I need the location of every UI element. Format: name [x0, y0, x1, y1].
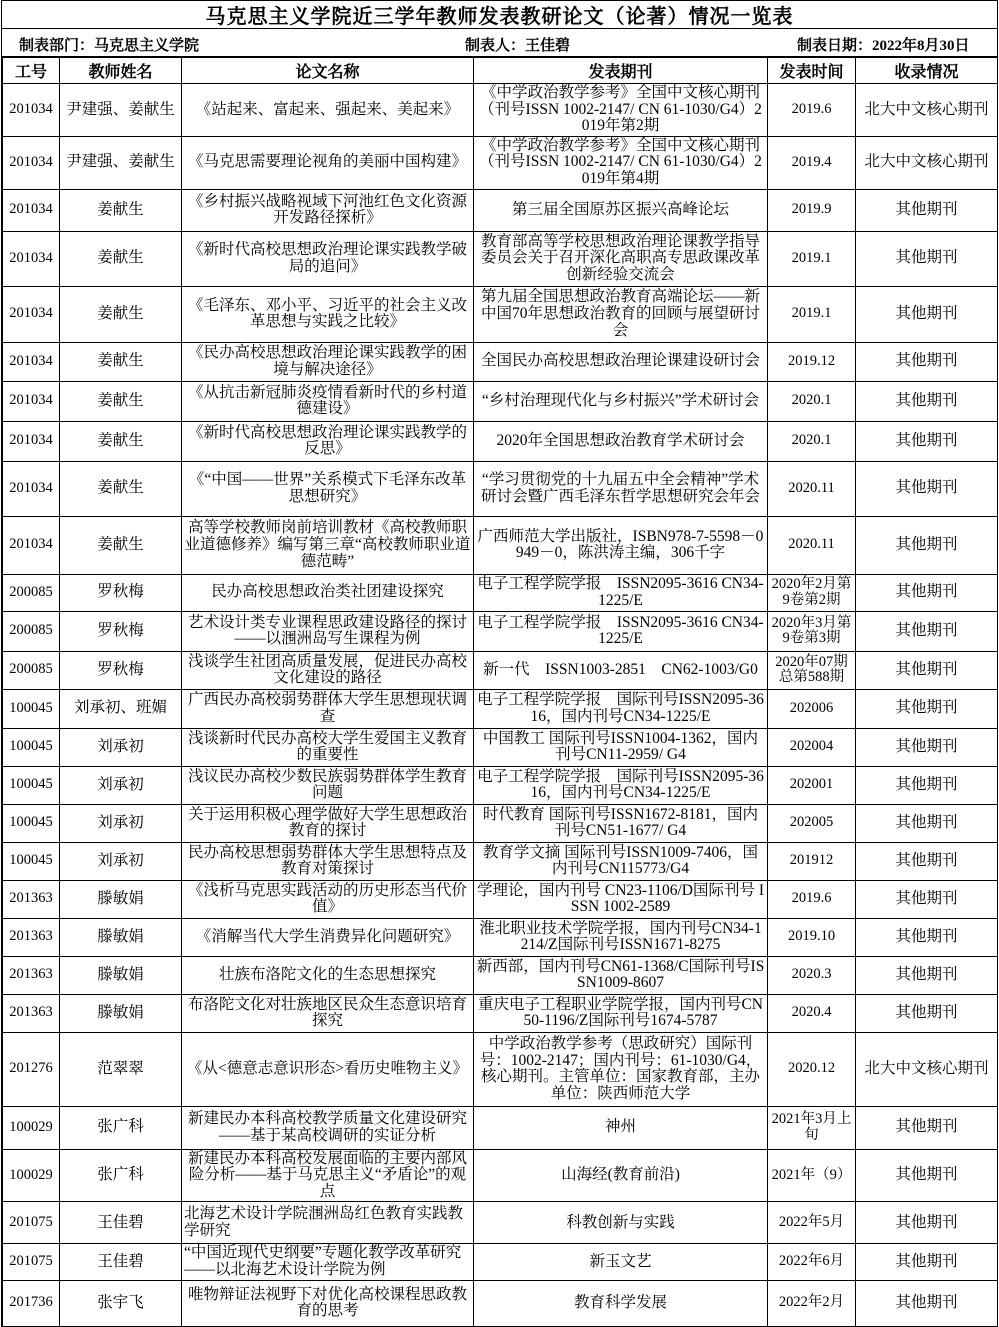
index-status-cell: 其他期刊 [856, 516, 998, 574]
paper-title-cell: 布洛陀文化对壮族地区民众生态意识培育探究 [182, 994, 474, 1032]
teacher-name-cell: 王佳碧 [60, 1244, 182, 1280]
page-title: 马克思主义学院近三学年教师发表教研论文（论著）情况一览表 [2, 1, 997, 29]
publish-date-cell: 2020年2月第9卷第2期 [768, 574, 856, 611]
index-status-cell: 其他期刊 [856, 231, 998, 286]
table-row [3, 1149, 998, 1202]
journal-cell: “乡村治理现代化与乡村振兴”学术研讨会 [474, 381, 768, 421]
employee-id-cell: 201034 [3, 286, 60, 342]
teacher-name-cell: 姜献生 [60, 516, 182, 574]
employee-id-cell: 201034 [3, 189, 60, 231]
journal-cell: 学理论，国内刊号 CN23-1106/D国际刊号 ISSN 1002-2589 [474, 880, 768, 918]
employee-id-cell: 201363 [3, 956, 60, 994]
index-status-cell: 其他期刊 [856, 461, 998, 516]
paper-title-cell: 《新时代高校思想政治理论课实践教学破局的追问》 [182, 231, 474, 286]
teacher-name-cell: 姜献生 [60, 461, 182, 516]
index-status-cell: 其他期刊 [856, 994, 998, 1032]
paper-title-cell: 《民办高校思想政治理论课实践教学的困境与解决途径》 [182, 342, 474, 381]
publish-date-cell: 2021年（9） [768, 1149, 856, 1202]
teacher-name-cell: 姜献生 [60, 189, 182, 231]
table-row [3, 842, 998, 880]
table-header-row [3, 58, 998, 84]
employee-id-cell: 201075 [3, 1244, 60, 1280]
teacher-name-cell: 刘承初、班媚 [60, 689, 182, 728]
journal-cell: “学习贯彻党的十九届五中全会精神”学术研讨会暨广西毛泽东哲学思想研究会年会 [474, 461, 768, 516]
teacher-name-cell: 刘承初 [60, 842, 182, 880]
publish-date-cell: 2019.6 [768, 880, 856, 918]
publish-date-cell: 2022年6月 [768, 1244, 856, 1280]
journal-cell: 中学政治教学参考（思政研究）国际刊号：1002-2147；国内刊号：61-1030/G4，核心期刊。主管单位：国家教育部，主办单位：陕西师范大学 [474, 1032, 768, 1106]
table-row [3, 461, 998, 516]
paper-title-cell: 《消解当代大学生消费异化问题研究》 [182, 918, 474, 956]
employee-id-cell: 201034 [3, 342, 60, 381]
employee-id-cell: 201034 [3, 136, 60, 189]
journal-cell: 新西部，国内刊号CN61-1368/C国际刊号ISSN1009-8607 [474, 956, 768, 994]
table-row [3, 956, 998, 994]
paper-title-cell: 壮族布洛陀文化的生态思想探究 [182, 956, 474, 994]
index-status-cell: 其他期刊 [856, 574, 998, 611]
employee-id-cell: 100045 [3, 728, 60, 766]
index-status-cell: 北大中文核心期刊 [856, 84, 998, 137]
index-status-cell: 其他期刊 [856, 766, 998, 804]
index-status-cell: 北大中文核心期刊 [856, 136, 998, 189]
employee-id-cell: 100045 [3, 689, 60, 728]
employee-id-cell: 201363 [3, 994, 60, 1032]
paper-title-cell: 民办高校思想政治类社团建设探究 [182, 574, 474, 611]
publish-date-cell: 2019.4 [768, 136, 856, 189]
index-status-cell: 其他期刊 [856, 1149, 998, 1202]
table-row [3, 84, 998, 137]
journal-cell: 教育学文摘 国际刊号ISSN1009-7406，国内刊号CN115773/G4 [474, 842, 768, 880]
table-row [3, 1106, 998, 1149]
table-row [3, 611, 998, 651]
journal-cell: 第九届全国思想政治教育高端论坛——新中国70年思想政治教育的回顾与展望研讨会 [474, 286, 768, 342]
journal-cell: 山海经(教育前沿) [474, 1149, 768, 1202]
table-row [3, 231, 998, 286]
paper-title-cell: 《毛泽东、邓小平、习近平的社会主义改革思想与实践之比较》 [182, 286, 474, 342]
employee-id-cell: 100045 [3, 842, 60, 880]
paper-title-cell: 浅谈学生社团高质量发展，促进民办高校文化建设的路径 [182, 651, 474, 689]
paper-title-cell: 《马克思需要理论视角的美丽中国构建》 [182, 136, 474, 189]
index-status-cell: 其他期刊 [856, 728, 998, 766]
meta-author: 制表人：王佳碧 [465, 38, 571, 54]
column-header-index-status: 收录情况 [856, 58, 998, 84]
index-status-cell: 其他期刊 [856, 342, 998, 381]
employee-id-cell: 201736 [3, 1280, 60, 1326]
table-row [3, 689, 998, 728]
employee-id-cell: 200085 [3, 611, 60, 651]
journal-cell: 《中学政治教学参考》全国中文核心期刊（刊号ISSN 1002-2147/ CN 61-1030/G4）2019年第2期 [474, 84, 768, 137]
employee-id-cell: 201276 [3, 1032, 60, 1106]
employee-id-cell: 201034 [3, 381, 60, 421]
journal-cell: 重庆电子工程职业学院学报，国内刊号CN50-1196/Z国际刊号1674-5787 [474, 994, 768, 1032]
publish-date-cell: 2019.1 [768, 231, 856, 286]
table-row [3, 381, 998, 421]
index-status-cell: 其他期刊 [856, 918, 998, 956]
journal-cell: 神州 [474, 1106, 768, 1149]
table-row [3, 994, 998, 1032]
table-row [3, 574, 998, 611]
meta-department: 制表部门：马克思主义学院 [19, 38, 200, 54]
teacher-name-cell: 滕敏娟 [60, 880, 182, 918]
teacher-name-cell: 罗秋梅 [60, 651, 182, 689]
index-status-cell: 其他期刊 [856, 1202, 998, 1244]
index-status-cell: 北大中文核心期刊 [856, 1032, 998, 1106]
employee-id-cell: 200085 [3, 651, 60, 689]
employee-id-cell: 100029 [3, 1149, 60, 1202]
table-row [3, 189, 998, 231]
index-status-cell: 其他期刊 [856, 651, 998, 689]
teacher-name-cell: 刘承初 [60, 766, 182, 804]
teacher-name-cell: 王佳碧 [60, 1202, 182, 1244]
publish-date-cell: 2020.4 [768, 994, 856, 1032]
paper-title-cell: 广西民办高校弱势群体大学生思想现状调查 [182, 689, 474, 728]
paper-title-cell: 《从<德意志意识形态>看历史唯物主义》 [182, 1032, 474, 1106]
journal-cell: 电子工程学院学报 国际刊号ISSN2095-3616，国内刊号CN34-1225/E [474, 689, 768, 728]
publish-date-cell: 2020.12 [768, 1032, 856, 1106]
index-status-cell: 其他期刊 [856, 421, 998, 461]
column-header-paper-title: 论文名称 [182, 58, 474, 84]
index-status-cell: 其他期刊 [856, 381, 998, 421]
publish-date-cell: 2019.6 [768, 84, 856, 137]
publish-date-cell: 2021年3月上旬 [768, 1106, 856, 1149]
paper-title-cell: “中国近现代史纲要”专题化教学改革研究——以北海艺术设计学院为例 [182, 1244, 474, 1280]
teacher-name-cell: 滕敏娟 [60, 918, 182, 956]
index-status-cell: 其他期刊 [856, 286, 998, 342]
teacher-name-cell: 罗秋梅 [60, 611, 182, 651]
employee-id-cell: 201034 [3, 84, 60, 137]
publish-date-cell: 2019.12 [768, 342, 856, 381]
table-row [3, 1032, 998, 1106]
employee-id-cell: 200085 [3, 574, 60, 611]
meta-row [2, 29, 997, 57]
table-row [3, 918, 998, 956]
publish-date-cell: 2020.11 [768, 461, 856, 516]
paper-title-cell: 民办高校思想弱势群体大学生思想特点及教育对策探讨 [182, 842, 474, 880]
teacher-name-cell: 罗秋梅 [60, 574, 182, 611]
index-status-cell: 其他期刊 [856, 956, 998, 994]
journal-cell: 全国民办高校思想政治理论课建设研讨会 [474, 342, 768, 381]
publish-date-cell: 202005 [768, 804, 856, 842]
table-row [3, 651, 998, 689]
papers-table [2, 57, 998, 1327]
teacher-name-cell: 姜献生 [60, 381, 182, 421]
teacher-name-cell: 尹建强、姜献生 [60, 136, 182, 189]
employee-id-cell: 201075 [3, 1202, 60, 1244]
teacher-name-cell: 姜献生 [60, 342, 182, 381]
table-row [3, 286, 998, 342]
publish-date-cell: 2020年3月第9卷第3期 [768, 611, 856, 651]
index-status-cell: 其他期刊 [856, 1106, 998, 1149]
table-row [3, 766, 998, 804]
publish-date-cell: 2019.10 [768, 918, 856, 956]
employee-id-cell: 100045 [3, 804, 60, 842]
employee-id-cell: 201034 [3, 421, 60, 461]
teacher-name-cell: 姜献生 [60, 286, 182, 342]
teacher-name-cell: 滕敏娟 [60, 956, 182, 994]
teacher-name-cell: 尹建强、姜献生 [60, 84, 182, 137]
table-row [3, 136, 998, 189]
table-row [3, 1244, 998, 1280]
table-row [3, 516, 998, 574]
teacher-name-cell: 姜献生 [60, 421, 182, 461]
publish-date-cell: 2020.1 [768, 421, 856, 461]
journal-cell: 电子工程学院学报 国际刊号ISSN2095-3616，国内刊号CN34-1225/E [474, 766, 768, 804]
paper-title-cell: 《浅析马克思实践活动的历史形态当代价值》 [182, 880, 474, 918]
index-status-cell: 其他期刊 [856, 689, 998, 728]
paper-title-cell: 高等学校教师岗前培训教材《高校教师职业道德修养》编写第三章“高校教师职业道德范畴” [182, 516, 474, 574]
journal-cell: 教育部高等学校思想政治理论课教学指导委员会关于召开深化高职高专思政课改革创新经验交流会 [474, 231, 768, 286]
publish-date-cell: 2022年2月 [768, 1280, 856, 1326]
journal-cell: 第三届全国原苏区振兴高峰论坛 [474, 189, 768, 231]
column-header-journal: 发表期刊 [474, 58, 768, 84]
index-status-cell: 其他期刊 [856, 189, 998, 231]
paper-title-cell: 关于运用积极心理学做好大学生思想政治教育的探讨 [182, 804, 474, 842]
table-row [3, 728, 998, 766]
column-header-employee-id: 工号 [3, 58, 60, 84]
publish-date-cell: 2020.1 [768, 381, 856, 421]
journal-cell: 时代教育 国际刊号ISSN1672-8181，国内刊号CN51-1677/ G4 [474, 804, 768, 842]
table-body [3, 84, 998, 1327]
paper-title-cell: 浅谈新时代民办高校大学生爱国主义教育的重要性 [182, 728, 474, 766]
publish-date-cell: 2020年07期总第588期 [768, 651, 856, 689]
teacher-name-cell: 姜献生 [60, 231, 182, 286]
publish-date-cell: 2019.9 [768, 189, 856, 231]
journal-cell: 科教创新与实践 [474, 1202, 768, 1244]
journal-cell: 新一代 ISSN1003-2851 CN62-1003/G0 [474, 651, 768, 689]
employee-id-cell: 201363 [3, 880, 60, 918]
publish-date-cell: 2022年5月 [768, 1202, 856, 1244]
publish-date-cell: 2019.1 [768, 286, 856, 342]
publish-date-cell: 201912 [768, 842, 856, 880]
journal-cell: 电子工程学院学报 ISSN2095-3616 CN34-1225/E [474, 611, 768, 651]
paper-title-cell: 浅议民办高校少数民族弱势群体学生教育问题 [182, 766, 474, 804]
publish-date-cell: 202006 [768, 689, 856, 728]
paper-title-cell: 《乡村振兴战略视域下河池红色文化资源开发路径探析》 [182, 189, 474, 231]
journal-cell: 教育科学发展 [474, 1280, 768, 1326]
index-status-cell: 其他期刊 [856, 611, 998, 651]
publish-date-cell: 202001 [768, 766, 856, 804]
teacher-name-cell: 刘承初 [60, 728, 182, 766]
meta-date: 制表日期：2022年8月30日 [797, 38, 970, 54]
index-status-cell: 其他期刊 [856, 842, 998, 880]
employee-id-cell: 201034 [3, 231, 60, 286]
paper-title-cell: 《“中国——世界”关系模式下毛泽东改革思想研究》 [182, 461, 474, 516]
index-status-cell: 其他期刊 [856, 804, 998, 842]
journal-cell: 淮北职业技术学院学报，国内刊号CN34-1214/Z国际刊号ISSN1671-8275 [474, 918, 768, 956]
paper-title-cell: 《从抗击新冠肺炎疫情看新时代的乡村道德建设》 [182, 381, 474, 421]
paper-title-cell: 新建民办本科高校教学质量文化建设研究——基于某高校调研的实证分析 [182, 1106, 474, 1149]
paper-title-cell: 新建民办本科高校发展面临的主要内部风险分析——基于马克思主义“矛盾论”的观点 [182, 1149, 474, 1202]
index-status-cell: 其他期刊 [856, 1244, 998, 1280]
table-row [3, 421, 998, 461]
teacher-name-cell: 刘承初 [60, 804, 182, 842]
table-row [3, 1280, 998, 1326]
publish-date-cell: 2020.11 [768, 516, 856, 574]
journal-cell: 电子工程学院学报 ISSN2095-3616 CN34-1225/E [474, 574, 768, 611]
teacher-name-cell: 张广科 [60, 1149, 182, 1202]
publish-date-cell: 202004 [768, 728, 856, 766]
employee-id-cell: 201034 [3, 516, 60, 574]
paper-title-cell: 北海艺术设计学院涠洲岛红色教育实践教学研究 [182, 1202, 474, 1244]
index-status-cell: 其他期刊 [856, 1280, 998, 1326]
index-status-cell: 其他期刊 [856, 880, 998, 918]
paper-title-cell: 艺术设计类专业课程思政建设路径的探讨——以涠洲岛写生课程为例 [182, 611, 474, 651]
teacher-name-cell: 滕敏娟 [60, 994, 182, 1032]
column-header-publish-date: 发表时间 [768, 58, 856, 84]
paper-title-cell: 《新时代高校思想政治理论课实践教学的反思》 [182, 421, 474, 461]
journal-cell: 中国教工 国际刊号ISSN1004-1362，国内刊号CN11-2959/ G4 [474, 728, 768, 766]
journal-cell: 《中学政治教学参考》全国中文核心期刊（刊号ISSN 1002-2147/ CN 61-1030/G4）2019年第4期 [474, 136, 768, 189]
employee-id-cell: 100045 [3, 766, 60, 804]
table-row [3, 342, 998, 381]
column-header-teacher-name: 教师姓名 [60, 58, 182, 84]
teacher-name-cell: 张宇飞 [60, 1280, 182, 1326]
table-row [3, 1202, 998, 1244]
journal-cell: 新玉文艺 [474, 1244, 768, 1280]
paper-title-cell: 唯物辩证法视野下对优化高校课程思政教育的思考 [182, 1280, 474, 1326]
journal-cell: 广西师范大学出版社，ISBN978-7-5598－0949－0，陈洪涛主编，306千字 [474, 516, 768, 574]
table-row [3, 880, 998, 918]
employee-id-cell: 201034 [3, 461, 60, 516]
teacher-name-cell: 张广科 [60, 1106, 182, 1149]
publish-date-cell: 2020.3 [768, 956, 856, 994]
employee-id-cell: 100029 [3, 1106, 60, 1149]
spreadsheet [1, 0, 998, 1327]
employee-id-cell: 201363 [3, 918, 60, 956]
teacher-name-cell: 范翠翠 [60, 1032, 182, 1106]
table-row [3, 804, 998, 842]
journal-cell: 2020年全国思想政治教育学术研讨会 [474, 421, 768, 461]
paper-title-cell: 《站起来、富起来、强起来、美起来》 [182, 84, 474, 137]
